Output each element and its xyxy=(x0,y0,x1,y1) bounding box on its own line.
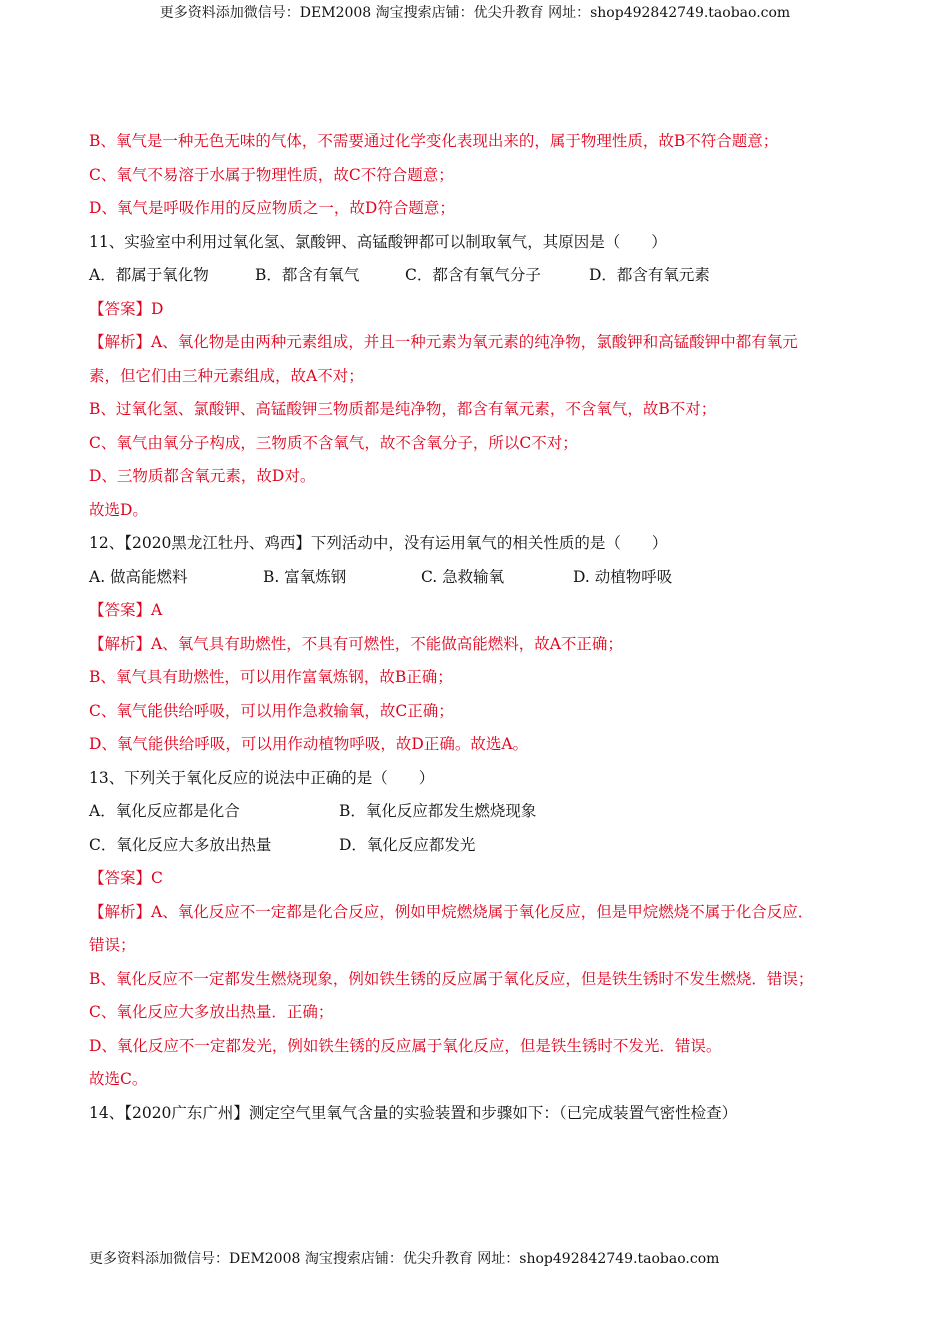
page-footer: 更多资料添加微信号：DEM2008 淘宝搜索店铺：优尖升教育 网址：shop492842749.taobao.com xyxy=(89,1251,720,1267)
analysis-line: B、氧化反应不一定都发生燃烧现象，例如铁生锈的反应属于氧化反应，但是铁生锈时不发生燃烧．错误； xyxy=(89,969,814,988)
question-12-options xyxy=(89,561,869,595)
option-b: B. 富氧炼钢 xyxy=(263,567,347,586)
analysis-line: B、过氧化氢、氯酸钾、高锰酸钾三物质都是纯净物，都含有氧元素，不含氧气，故B不对； xyxy=(89,400,717,418)
analysis-line: C、氧化反应大多放出热量．正确； xyxy=(89,1003,334,1021)
analysis-line: B、氧气具有助燃性，可以用作富氧炼钢，故B正确； xyxy=(89,668,453,686)
analysis-line: 故选C。 xyxy=(89,1070,148,1088)
option-b: B．氧化反应都发生燃烧现象 xyxy=(339,802,537,820)
option-c: C．氧化反应大多放出热量 xyxy=(89,835,272,854)
analysis-line: D、三物质都含氧元素，故D对。 xyxy=(89,467,316,485)
analysis-line: C、氧气由氧分子构成，三物质不含氧气，故不含氧分子，所以C不对； xyxy=(89,433,578,452)
analysis-line: 错误； xyxy=(89,936,136,954)
document-body xyxy=(89,125,869,1130)
analysis-line: 故选D。 xyxy=(89,500,148,519)
analysis-line: 【解析】A、氧化物是由两种元素组成，并且一种元素为氧元素的纯净物，氯酸钾和高锰酸钾中都有氧元 xyxy=(89,333,798,351)
question-13-options-row1 xyxy=(89,795,869,829)
option-b: B．都含有氧气 xyxy=(255,266,360,284)
analysis-line: 【解析】A、氧气具有助燃性，不具有可燃性，不能做高能燃料，故A不正确； xyxy=(89,634,623,653)
answer-11: 【答案】D xyxy=(89,299,164,318)
answer-12: 【答案】A xyxy=(89,601,163,619)
question-11: 11、实验室中利用过氧化氢、氯酸钾、高锰酸钾都可以制取氧气，其原因是（ ） xyxy=(89,232,667,251)
analysis-line: 【解析】A、氧化反应不一定都是化合反应，例如甲烷燃烧属于氧化反应，但是甲烷燃烧不属于化合反应． xyxy=(89,902,814,921)
analysis-line: C、氧气不易溶于水属于物理性质，故C不符合题意； xyxy=(89,165,454,184)
analysis-line: D、氧气能供给呼吸，可以用作动植物呼吸，故D正确。故选A。 xyxy=(89,735,529,753)
option-a: A．都属于氧化物 xyxy=(89,266,209,284)
analysis-line: D、氧气是呼吸作用的反应物质之一，故D符合题意； xyxy=(89,199,455,217)
option-c: C. 急救输氧 xyxy=(421,567,505,586)
option-a: A. 做高能燃料 xyxy=(89,567,188,586)
option-d: D．都含有氧元素 xyxy=(589,266,710,284)
question-14: 14、【2020广东广州】测定空气里氧气含量的实验装置和步骤如下：（已完成装置气密性检查） xyxy=(89,1103,738,1122)
question-11-options xyxy=(89,259,869,293)
analysis-line: 素，但它们由三种元素组成，故A不对； xyxy=(89,366,364,385)
question-13-options-row2 xyxy=(89,829,869,863)
question-13: 13、下列关于氧化反应的说法中正确的是（ ） xyxy=(89,768,435,787)
analysis-line: C、氧气能供给呼吸，可以用作急救输氧，故C正确； xyxy=(89,701,454,720)
option-c: C．都含有氧气分子 xyxy=(405,266,541,284)
page-header: 更多资料添加微信号：DEM2008 淘宝搜索店铺：优尖升教育 网址：shop492842749.taobao.com xyxy=(159,5,791,21)
option-a: A．氧化反应都是化合 xyxy=(89,802,240,820)
answer-13: 【答案】C xyxy=(89,869,163,887)
option-d: D．氧化反应都发光 xyxy=(339,835,476,854)
question-12: 12、【2020黑龙江牡丹、鸡西】下列活动中，没有运用氧气的相关性质的是（ ） xyxy=(89,534,668,552)
analysis-line: D、氧化反应不一定都发光，例如铁生锈的反应属于氧化反应，但是铁生锈时不发光．错误。 xyxy=(89,1036,722,1055)
option-d: D. 动植物呼吸 xyxy=(573,567,673,586)
analysis-line: B、氧气是一种无色无味的气体，不需要通过化学变化表现出来的，属于物理性质，故B不符合题意； xyxy=(89,132,779,150)
